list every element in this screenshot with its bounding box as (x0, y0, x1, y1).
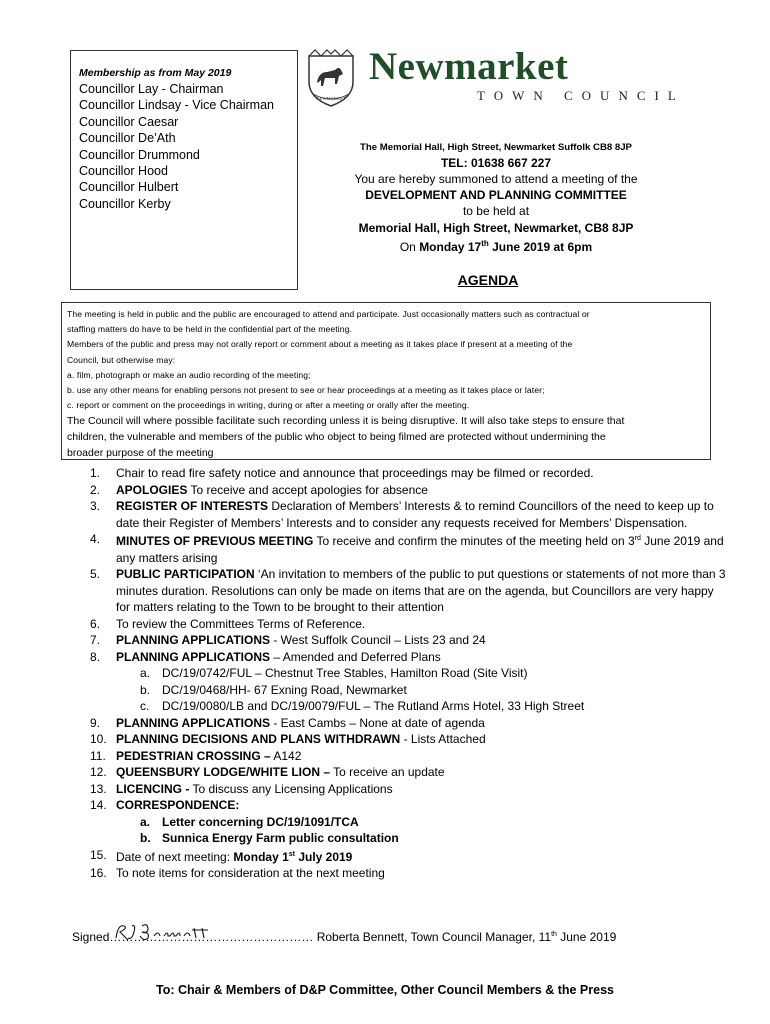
item-text: To note items for consideration at the next meeting (116, 866, 385, 880)
item-number: 6. (90, 616, 101, 631)
member-item: Councillor Kerby (79, 196, 171, 211)
date-rest: June 2019 at 6pm (488, 239, 593, 254)
agenda-subitem (90, 698, 730, 715)
subitem-text: DC/19/0080/LB and DC/19/0079/FUL – The Rutland Arms Hotel, 33 High Street (162, 699, 585, 713)
venue-line: Memorial Hall, High Street, Newmarket, CB8 8JP (358, 220, 634, 235)
subitem-letter: a. (140, 814, 151, 829)
notice-line: staffing matters do have to be held in the confidential part of the meeting. (67, 324, 353, 335)
agenda-item (90, 649, 730, 666)
item-number: 14. (90, 798, 107, 812)
date-line (306, 236, 686, 255)
item-heading: MINUTES OF PREVIOUS MEETING (116, 534, 314, 548)
date-ordinal: th (481, 238, 489, 248)
item-number: 15. (90, 847, 107, 862)
item-number: 13. (90, 781, 107, 796)
item-heading: PLANNING DECISIONS AND PLANS WITHDRAWN (116, 732, 401, 746)
agenda-item (90, 865, 730, 882)
summons-line: You are hereby summoned to attend a meeting of the (354, 172, 638, 186)
agenda-item (90, 781, 730, 798)
notice-line: Members of the public and press may not orally report or comment about a meeting as it takes place if present at a meeting of the (67, 339, 573, 350)
item-number: 3. (90, 499, 101, 513)
notice-line: children, the vulnerable and members of the public who object to being filmed are protected without undermining the (67, 431, 606, 444)
agenda-item (90, 847, 730, 866)
date-main: Monday 17 (419, 239, 482, 254)
notice-line: The Council will where possible facilitate such recording unless it is being disruptive. It will also take steps to ensure that (67, 415, 625, 428)
item-number: 7. (90, 633, 101, 647)
item-number: 11. (90, 748, 106, 763)
item-text-rest: June 2019 and any matters arising (116, 534, 724, 565)
item-heading: PEDESTRIAN CROSSING – (116, 748, 271, 763)
public-notice-box (61, 302, 711, 460)
subitem-letter: a. (140, 666, 151, 680)
next-meeting-date-rest: July 2019 (294, 849, 353, 864)
item-number: 10. (90, 732, 107, 746)
item-number: 12. (90, 765, 107, 779)
item-number: 8. (90, 649, 101, 664)
agenda-item (90, 715, 730, 732)
item-heading: PLANNING APPLICATIONS (116, 649, 271, 664)
subitem-text: Sunnica Energy Farm public consultation (162, 831, 399, 845)
agenda-subitem (90, 830, 730, 847)
logo-subtitle: TOWN COUNCIL (477, 88, 685, 103)
agenda-item (90, 748, 730, 765)
item-text: - Lists Attached (400, 732, 486, 746)
agenda-heading: AGENDA (457, 272, 519, 288)
member-item: Councillor Caesar (79, 114, 179, 129)
notice-line: The meeting is held in public and the public are encouraged to attend and participate. Just occasionally matters such as contractual or (67, 309, 590, 319)
agenda-subitem (90, 665, 730, 682)
item-number: 4. (90, 532, 101, 546)
subitem-text: DC/19/0468/HH- 67 Exning Road, Newmarket (162, 682, 407, 697)
item-text: - West Suffolk Council – Lists 23 and 24 (270, 633, 486, 647)
notice-line: c. report or comment on the proceedings in writing, during or after a meeting or orally after the meeting. (67, 400, 470, 411)
address-line: The Memorial Hall, High Street, Newmarket Suffolk CB8 8JP (360, 142, 632, 153)
item-heading: QUEENSBURY LODGE/WHITE LION – (116, 765, 331, 779)
agenda-item (90, 764, 730, 781)
subitem-letter: b. (140, 831, 151, 845)
notice-line: Council, but otherwise may: (67, 354, 176, 365)
item-text: A142 (270, 748, 302, 763)
item-heading: LICENCING - (116, 781, 190, 796)
member-item: Councillor Hulbert (79, 180, 179, 195)
item-text: - East Cambs – None at date of agenda (270, 715, 485, 730)
agenda-subitem (90, 682, 730, 699)
agenda-item (90, 498, 730, 531)
item-text: To receive and confirm the minutes of the meeting held on 3 (313, 534, 635, 548)
item-number: 9. (90, 715, 101, 730)
member-item: Councillor Lindsay - Vice Chairman (79, 98, 274, 113)
item-number: 2. (90, 482, 101, 497)
item-text: To receive an update (330, 765, 445, 779)
council-logo (305, 45, 705, 110)
item-text: To review the Committees Terms of Reference. (116, 616, 366, 631)
signature-date-rest: June 2019 (556, 930, 617, 944)
agenda-item (90, 465, 730, 482)
item-heading: PUBLIC PARTICIPATION (116, 567, 255, 581)
item-heading: PLANNING APPLICATIONS (116, 633, 271, 647)
on-word: On (399, 239, 416, 254)
logo-name: Newmarket (369, 45, 569, 88)
member-item: Councillor Hood (79, 164, 168, 179)
item-text: Chair to read fire safety notice and announce that proceedings may be filmed or recorded. (116, 466, 594, 480)
crest-icon (305, 48, 357, 108)
crest-lettering: NEWMARKET (316, 96, 346, 101)
signatory-name: Roberta Bennett, Town Council Manager, 11 (313, 930, 552, 944)
item-text: To receive and accept apologies for absence (187, 482, 428, 497)
meeting-header (306, 142, 686, 255)
subitem-letter: c. (140, 699, 150, 713)
agenda-item (90, 531, 730, 566)
membership-box (70, 50, 298, 290)
notice-line: a. film, photograph or make an audio recording of the meeting; (67, 369, 311, 380)
membership-title: Membership as from May 2019 (79, 67, 232, 79)
item-text: ‘An invitation to members of the public to put questions or statements of not more than 3 minutes duration. Resolutions can only be made on items that are on the agenda, but Councillors are very happy for matters relating to the Town to be brought to their attention (116, 567, 726, 614)
subitem-text: Letter concerning DC/19/1091/TCA (162, 814, 359, 829)
item-heading: APOLOGIES (116, 482, 188, 497)
item-text: Declaration of Members’ Interests & to remind Councillors of the need to keep up to date their Register of Members’ Interests and to consider any requests received for Members’ Dispensation. (116, 499, 714, 530)
item-text: – Amended and Deferred Plans (270, 649, 441, 664)
item-text: Date of next meeting: (116, 849, 234, 864)
signature-line (72, 930, 616, 944)
telephone-line: TEL: 01638 667 227 (440, 156, 552, 170)
item-heading: CORRESPONDENCE: (116, 798, 240, 812)
item-ordinal: rd (634, 535, 641, 542)
held-at-line: to be held at (462, 204, 530, 219)
item-number: 5. (90, 567, 101, 581)
member-item: Councillor Drummond (79, 147, 200, 162)
member-item: Councillor Lay - Chairman (79, 82, 224, 96)
notice-line: b. use any other means for enabling persons not present to see or hear proceedings at a meeting as it takes place or later; (67, 385, 545, 396)
agenda-subitem (90, 814, 730, 831)
agenda-item (90, 632, 730, 649)
next-meeting-date: Monday 1 (233, 849, 289, 864)
agenda-item (90, 616, 730, 633)
agenda-item (90, 482, 730, 499)
item-heading: REGISTER OF INTERESTS (116, 499, 269, 513)
agenda-item (90, 731, 730, 748)
item-number: 1. (90, 466, 101, 480)
item-text: To discuss any Licensing Applications (189, 781, 393, 796)
notice-line: broader purpose of the meeting (67, 447, 214, 460)
item-heading: PLANNING APPLICATIONS (116, 715, 271, 730)
member-item: Councillor De’Ath (79, 131, 176, 146)
recipients-line: To: Chair & Members of D&P Committee, Other Council Members & the Press (156, 983, 614, 997)
agenda-list (90, 465, 730, 882)
agenda-item (90, 797, 730, 814)
item-number: 16. (90, 866, 107, 880)
next-meeting-ordinal: st (288, 850, 295, 858)
committee-name: DEVELOPMENT AND PLANNING COMMITTEE (365, 188, 627, 203)
signed-label: Signed…………………………………………… (72, 930, 314, 944)
signature-date-ordinal: th (551, 931, 557, 938)
subitem-letter: b. (140, 682, 151, 697)
membership-list (79, 81, 289, 212)
agenda-item (90, 566, 730, 616)
subitem-text: DC/19/0742/FUL – Chestnut Tree Stables, Hamilton Road (Site Visit) (162, 666, 528, 680)
